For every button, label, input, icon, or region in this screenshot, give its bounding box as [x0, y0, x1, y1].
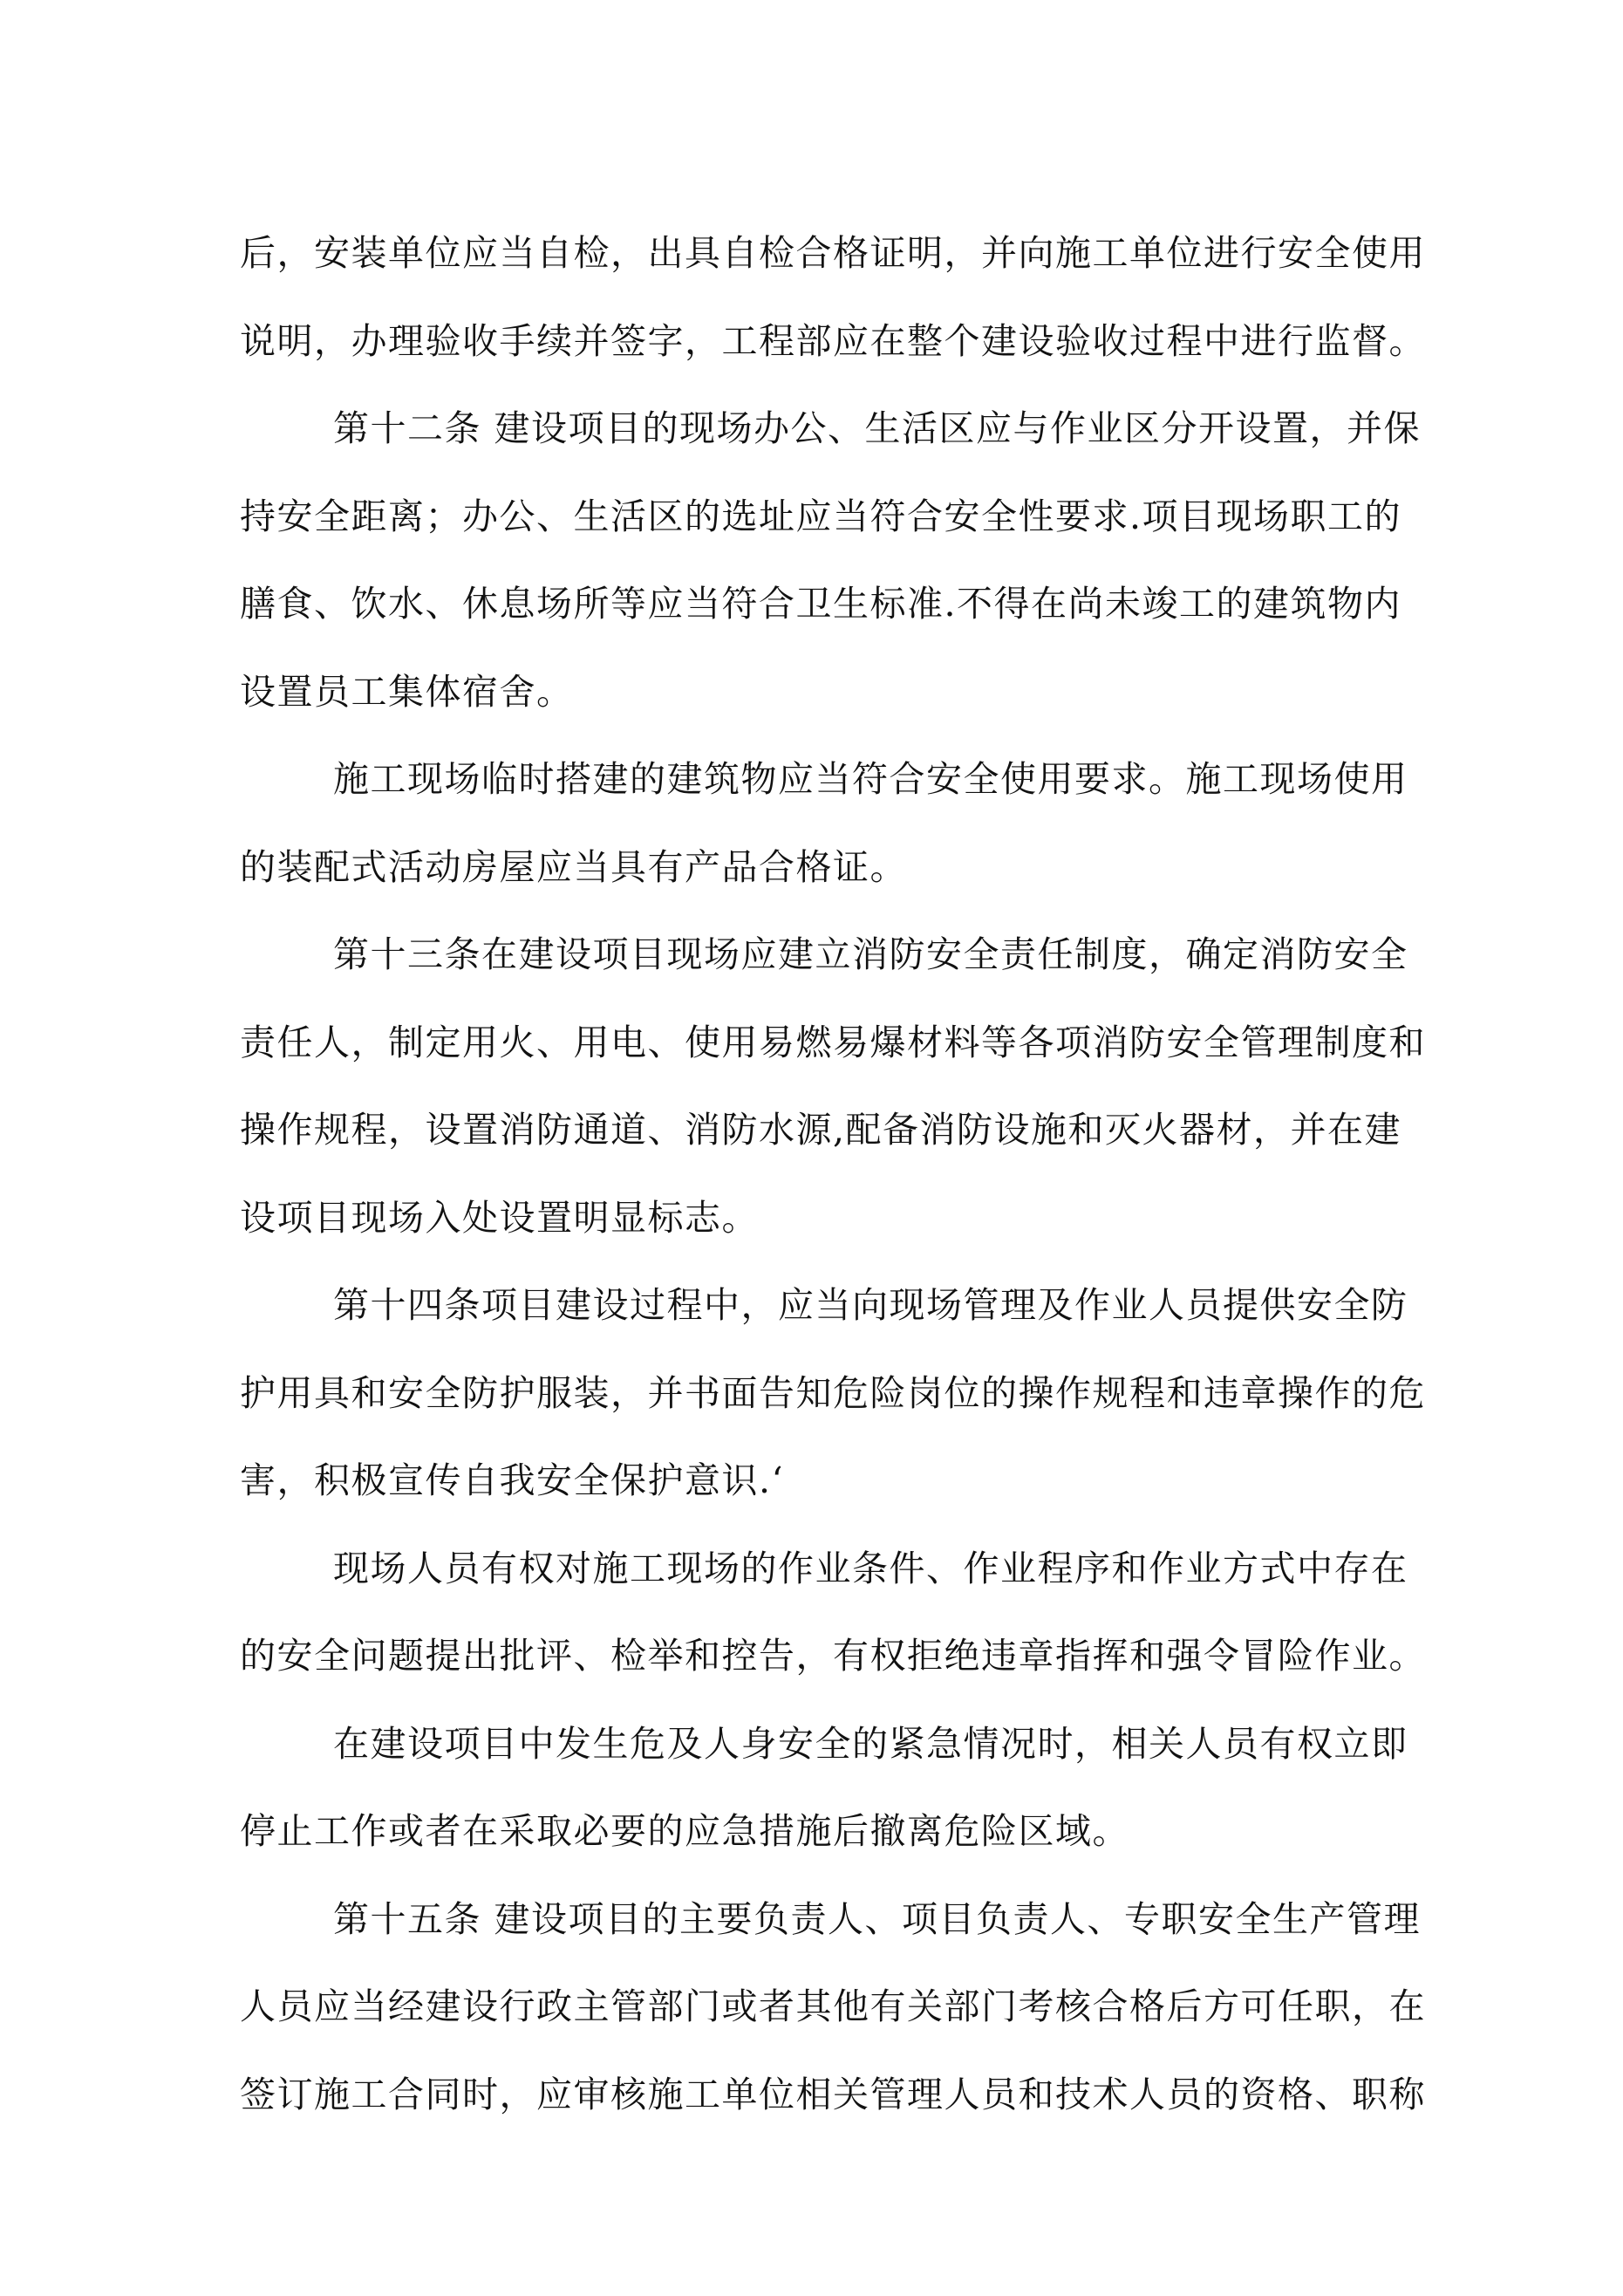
- paragraph-line: 责任人，制定用火、用电、使用易燃易爆材料等各项消防安全管理制度和: [240, 1021, 1426, 1063]
- paragraph-line: 说明，办理验收手续并签字，工程部应在整个建设验收过程中进行监督。: [240, 319, 1426, 362]
- paragraph-line: 膳食、饮水、休息场所等应当符合卫生标准.不得在尚未竣工的建筑物内: [240, 583, 1402, 625]
- paragraph-p2: [240, 385, 1422, 735]
- paragraph-line: 设项目现场入处设置明显标志。: [240, 1196, 759, 1239]
- paragraph-line: 的装配式活动房屋应当具有产品合格证。: [240, 845, 907, 888]
- paragraph-line: 签订施工合同时，应审核施工单位相关管理人员和技术人员的资格、职称: [240, 2073, 1426, 2115]
- paragraph-line: 护用具和安全防护服装，并书面告知危险岗位的操作规程和违章操作的危: [240, 1371, 1426, 1414]
- paragraph-line: 第十四条项目建设过程中，应当向现场管理及作业人员提供安全防: [333, 1284, 1408, 1326]
- paragraph-p6: [240, 1525, 1426, 1700]
- paragraph-line: 施工现场临时搭建的建筑物应当符合安全使用要求。施工现场使用: [333, 758, 1408, 800]
- paragraph-line: 持安全距离；办公、生活区的选址应当符合安全性要求.项目现场职工的: [240, 495, 1402, 537]
- paragraph-line: 停止工作或者在采取必要的应急措施后撤离危险区域。: [240, 1810, 1129, 1852]
- paragraph-line: 第十三条在建设项目现场应建立消防安全责任制度，确定消防安全: [333, 933, 1408, 975]
- paragraph-p8: [240, 1876, 1426, 2139]
- paragraph-p4: [240, 911, 1426, 1261]
- paragraph-p1: [240, 209, 1426, 385]
- paragraph-line: 第十五条 建设项目的主要负责人、项目负责人、专职安全生产管理: [333, 1897, 1422, 1940]
- paragraph-line: 现场人员有权对施工现场的作业条件、作业程序和作业方式中存在: [333, 1547, 1408, 1589]
- paragraph-line: 害，积极宣传自我安全保护意识.‘: [240, 1459, 785, 1501]
- paragraph-p3: [240, 735, 1408, 911]
- paragraph-p7: [240, 1700, 1408, 1876]
- paragraph-line: 操作规程，设置消防通道、消防水源,配备消防设施和灭火器材，并在建: [240, 1109, 1402, 1151]
- paragraph-line: 人员应当经建设行政主管部门或者其他有关部门考核合格后方可任职，在: [240, 1985, 1426, 2027]
- document-body: [240, 209, 1426, 2138]
- paragraph-line: 第十二条 建设项目的现场办公、生活区应与作业区分开设置，并保: [333, 407, 1422, 449]
- paragraph-line: 设置员工集体宿舍。: [240, 670, 574, 713]
- paragraph-p5: [240, 1261, 1426, 1525]
- paragraph-line: 后，安装单位应当自检，出具自检合格证明，并向施工单位进行安全使用: [240, 232, 1426, 274]
- paragraph-line: 的安全问题提出批评、检举和控告，有权拒绝违章指挥和强令冒险作业。: [240, 1635, 1426, 1677]
- paragraph-line: 在建设项目中发生危及人身安全的紧急情况时，相关人员有权立即: [333, 1722, 1408, 1765]
